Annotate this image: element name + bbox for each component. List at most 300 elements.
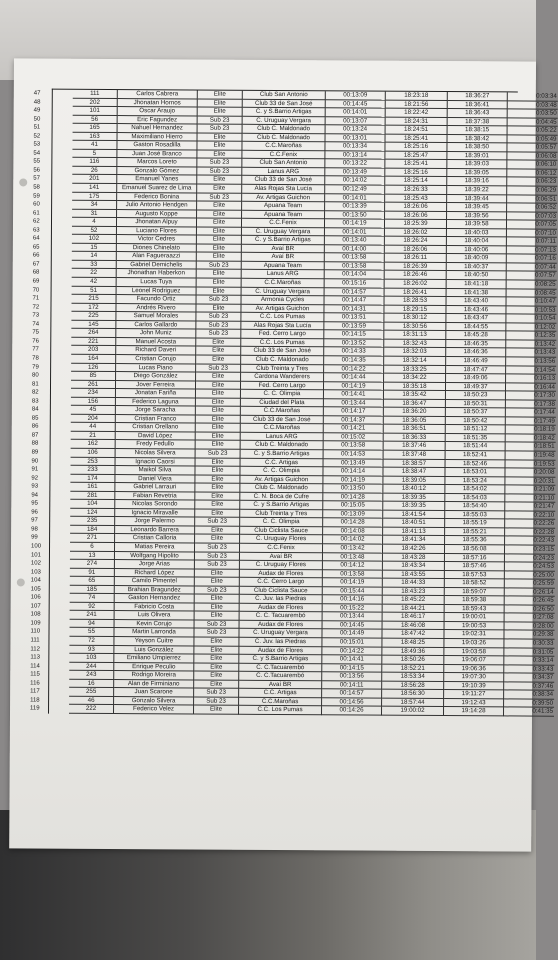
cell-start-time: 18:36:33 bbox=[384, 434, 446, 443]
cell-rider-name: Yeyson Cuitre bbox=[114, 637, 194, 646]
cell-split-time: 00:14:41 bbox=[324, 390, 384, 399]
cell-club: Av. Artigas Guichon bbox=[241, 304, 324, 313]
cell-finish-time: 18:59:43 bbox=[445, 605, 505, 614]
cell-club: Apuana Team bbox=[242, 262, 325, 271]
cell-start-time: 18:30:12 bbox=[384, 314, 446, 323]
cell-finish-time: 18:50:23 bbox=[446, 391, 506, 400]
cell-start-time: 18:57:44 bbox=[382, 698, 444, 707]
cell-club: Audax de Flores bbox=[240, 569, 323, 578]
cell-position: 57 bbox=[33, 175, 40, 183]
cell-time-gap: 0:39:50 bbox=[504, 699, 554, 708]
cell-time-gap: 0:06:08 bbox=[507, 152, 557, 161]
cell-category: Sub 23 bbox=[197, 261, 242, 270]
cell-start-time: 18:42:26 bbox=[383, 545, 445, 554]
cell-time-gap: 0:26:50 bbox=[505, 605, 555, 614]
cell-start-time: 18:56:28 bbox=[382, 681, 444, 690]
cell-category: Elite bbox=[198, 108, 243, 117]
cell-bib-number: 52 bbox=[72, 227, 117, 236]
cell-position: 91 bbox=[31, 466, 39, 473]
cell-rider-name: Cristian Corujo bbox=[116, 355, 196, 364]
cell-position: 65 bbox=[32, 244, 40, 251]
cell-split-time: 00:13:49 bbox=[325, 168, 385, 177]
cell-position: 106 bbox=[30, 594, 41, 601]
cell-position: 67 bbox=[32, 261, 40, 268]
cell-bib-number: 184 bbox=[70, 526, 115, 535]
cell-split-time: 00:15:01 bbox=[322, 638, 382, 647]
cell-bib-number: 203 bbox=[71, 346, 116, 355]
cell-finish-time: 18:51:44 bbox=[446, 442, 506, 451]
cell-start-time: 18:32:03 bbox=[384, 348, 446, 357]
cell-time-gap: 0:08:25 bbox=[507, 280, 557, 289]
cell-time-gap: 0:19:48 bbox=[506, 451, 556, 460]
cell-club: C. C. Olimpia bbox=[240, 518, 323, 527]
cell-time-gap: 0:26:45 bbox=[505, 597, 555, 606]
cell-club: C.C. Los Pumas bbox=[239, 706, 322, 715]
cell-bib-number: 172 bbox=[71, 303, 116, 312]
cell-category: Elite bbox=[196, 441, 241, 450]
cell-club: Apuana Team bbox=[242, 202, 325, 211]
cell-finish-time: 18:40:37 bbox=[447, 263, 507, 272]
cell-finish-time: 18:43:47 bbox=[446, 314, 506, 323]
cell-time-gap: 0:07:13 bbox=[507, 246, 557, 255]
cell-position: 79 bbox=[32, 364, 39, 371]
cell-split-time: 00:13:50 bbox=[323, 484, 383, 493]
cell-bib-number: 244 bbox=[69, 662, 114, 671]
cell-bib-number: 13 bbox=[70, 551, 115, 560]
cell-time-gap: 0:41:35 bbox=[504, 708, 554, 717]
cell-category: Elite bbox=[196, 355, 241, 364]
cell-rider-name: Jhonatan Hornos bbox=[118, 99, 198, 108]
cell-split-time: 00:14:02 bbox=[323, 536, 383, 545]
cell-finish-time: 18:45:28 bbox=[446, 331, 506, 340]
cell-bib-number: 106 bbox=[71, 449, 116, 458]
cell-bib-number: 45 bbox=[71, 406, 116, 415]
cell-position: 85 bbox=[31, 415, 39, 422]
cell-start-time: 18:26:46 bbox=[385, 271, 447, 280]
cell-rider-name: Augusto Koppe bbox=[117, 210, 197, 219]
cell-position: 49 bbox=[33, 107, 41, 114]
cell-start-time: 18:36:51 bbox=[384, 425, 446, 434]
cell-category: Sub 23 bbox=[196, 449, 241, 458]
cell-time-gap: 0:16:44 bbox=[506, 383, 556, 392]
cell-category: Elite bbox=[197, 270, 242, 279]
cell-rider-name: Martin Larronda bbox=[114, 628, 194, 637]
cell-split-time: 00:14:49 bbox=[322, 630, 382, 639]
cell-position: 76 bbox=[32, 338, 39, 345]
cell-position: 59 bbox=[33, 193, 40, 200]
cell-finish-time: 18:49:06 bbox=[446, 374, 506, 383]
cell-rider-name: Alan Fagueraazzi bbox=[117, 252, 197, 261]
cell-rider-name: Fabian Revetria bbox=[115, 492, 195, 501]
cell-split-time: 00:15:02 bbox=[324, 433, 384, 442]
cell-position: 90 bbox=[31, 458, 39, 465]
cell-split-time: 00:14:14 bbox=[323, 467, 383, 476]
cell-category: Elite bbox=[197, 185, 242, 194]
cell-start-time: 18:21:56 bbox=[386, 100, 448, 109]
cell-bib-number: 46 bbox=[69, 697, 114, 706]
cell-bib-number: 241 bbox=[70, 611, 115, 620]
cell-split-time: 00:14:19 bbox=[324, 382, 384, 391]
cell-rider-name: Leonel Rodriguez bbox=[117, 287, 197, 296]
cell-time-gap: 0:04:45 bbox=[508, 118, 558, 127]
cell-time-gap: 0:12:02 bbox=[506, 323, 556, 332]
cell-finish-time: 18:51:12 bbox=[446, 425, 506, 434]
cell-split-time: 00:13:22 bbox=[325, 160, 385, 169]
cell-time-gap: 0:33:43 bbox=[504, 665, 554, 674]
cell-finish-time: 18:36:41 bbox=[448, 101, 508, 110]
cell-category: Elite bbox=[195, 612, 240, 621]
cell-finish-time: 18:38:15 bbox=[448, 126, 508, 135]
cell-position: 75 bbox=[32, 329, 40, 336]
cell-category: Elite bbox=[197, 176, 242, 185]
cell-rider-name: Nicolas Silvera bbox=[116, 449, 196, 458]
cell-category: Elite bbox=[194, 638, 239, 647]
cell-position: 95 bbox=[31, 500, 38, 507]
cell-finish-time: 19:06:36 bbox=[444, 665, 504, 674]
cell-split-time: 00:13:58 bbox=[325, 254, 385, 263]
cell-split-time: 00:13:34 bbox=[325, 143, 385, 152]
cell-bib-number: 164 bbox=[71, 355, 116, 364]
cell-club: C. Uruguay Vergara bbox=[242, 287, 325, 296]
cell-bib-number: 235 bbox=[70, 517, 115, 526]
cell-club: C. C. Olimpia bbox=[240, 467, 323, 476]
cell-finish-time: 18:54:40 bbox=[445, 502, 505, 511]
cell-rider-name: Ignacio Caorsi bbox=[116, 458, 196, 467]
cell-rider-name: Manuel Acosta bbox=[116, 338, 196, 347]
cell-rider-name: Cristian Franco bbox=[116, 415, 196, 424]
cell-time-gap: 0:25:59 bbox=[505, 580, 555, 589]
cell-start-time: 18:34:22 bbox=[384, 374, 446, 383]
cell-club: C.C. Cerro Largo bbox=[240, 578, 323, 587]
cell-position: 64 bbox=[32, 235, 40, 242]
cell-finish-time: 18:40:50 bbox=[447, 272, 507, 281]
cell-finish-time: 19:00:01 bbox=[445, 613, 505, 622]
cell-start-time: 18:26:06 bbox=[385, 203, 447, 212]
cell-category: Elite bbox=[195, 484, 240, 493]
cell-club: C. y S.Barrio Artigas bbox=[239, 655, 322, 664]
cell-time-gap: 0:07:10 bbox=[507, 229, 557, 238]
cell-start-time: 18:25:41 bbox=[385, 160, 447, 169]
cell-bib-number: 101 bbox=[73, 107, 118, 116]
cell-position: 68 bbox=[32, 270, 40, 277]
cell-start-time: 18:32:14 bbox=[384, 357, 446, 366]
cell-rider-name: Gabriel Larrauri bbox=[115, 483, 195, 492]
cell-finish-time: 18:36:27 bbox=[448, 92, 508, 101]
cell-bib-number: 271 bbox=[70, 534, 115, 543]
cell-rider-name: Jorge Saracha bbox=[116, 406, 196, 415]
cell-rider-name: Cristian Calloria bbox=[115, 534, 195, 543]
cell-category: Elite bbox=[194, 655, 239, 664]
cell-time-gap: 0:05:57 bbox=[507, 144, 557, 153]
cell-time-gap: 0:20:31 bbox=[505, 477, 555, 486]
cell-start-time: 18:26:33 bbox=[385, 186, 447, 195]
cell-time-gap: 0:28:00 bbox=[505, 622, 555, 631]
cell-time-gap: 0:33:14 bbox=[504, 657, 554, 666]
cell-split-time: 00:14:16 bbox=[323, 596, 383, 605]
cell-time-gap: 0:08:45 bbox=[507, 289, 557, 298]
cell-rider-name: Enrique Peculio bbox=[114, 663, 194, 672]
cell-start-time: 18:39:05 bbox=[383, 476, 445, 485]
cell-finish-time: 18:36:43 bbox=[448, 109, 508, 118]
cell-start-time: 18:53:34 bbox=[382, 673, 444, 682]
cell-club: Cardona Wanderers bbox=[241, 373, 324, 382]
cell-rider-name: Richard Daveri bbox=[116, 346, 196, 355]
cell-finish-time: 18:55:03 bbox=[445, 511, 505, 520]
cell-time-gap: 0:06:12 bbox=[507, 169, 557, 178]
cell-club: Fed. Cerro Largo bbox=[241, 330, 324, 339]
cell-club: Av. Artigas Guichon bbox=[240, 475, 323, 484]
cell-rider-name: Ignacio Miravalle bbox=[115, 509, 195, 518]
cell-club: Audax de Flores bbox=[240, 604, 323, 613]
cell-position: 111 bbox=[30, 637, 40, 644]
cell-position: 71 bbox=[32, 295, 40, 302]
cell-club: C. C. Tacuarembó bbox=[240, 612, 323, 621]
cell-finish-time: 18:44:55 bbox=[446, 323, 506, 332]
cell-category: Sub 23 bbox=[195, 561, 240, 570]
cell-start-time: 18:25:47 bbox=[385, 152, 447, 161]
cell-category: Sub 23 bbox=[194, 689, 239, 698]
cell-time-gap: 0:06:51 bbox=[507, 195, 557, 204]
cell-finish-time: 18:47:47 bbox=[446, 366, 506, 375]
cell-finish-time: 18:50:42 bbox=[446, 417, 506, 426]
cell-start-time: 18:33:25 bbox=[384, 365, 446, 374]
cell-time-gap: 0:13:42 bbox=[506, 340, 556, 349]
cell-club: C. Uruguay Flores bbox=[240, 535, 323, 544]
cell-start-time: 18:26:02 bbox=[385, 280, 447, 289]
cell-finish-time: 18:39:22 bbox=[447, 186, 507, 195]
cell-position: 70 bbox=[32, 287, 40, 294]
cell-split-time: 00:14:26 bbox=[322, 707, 382, 716]
cell-position: 74 bbox=[32, 321, 40, 328]
results-table bbox=[30, 89, 557, 717]
cell-club: Club C. Maldonado bbox=[240, 484, 323, 493]
cell-time-gap: 0:18:19 bbox=[506, 426, 556, 435]
cell-time-gap: 0:06:10 bbox=[507, 161, 557, 170]
cell-club: Club C. Maldonado bbox=[243, 125, 326, 134]
cell-category: Elite bbox=[197, 287, 242, 296]
cell-time-gap: 0:07:44 bbox=[507, 263, 557, 272]
cell-rider-name: Rodrigo Moreira bbox=[114, 671, 194, 680]
cell-rider-name: Carlos Gallardo bbox=[116, 321, 196, 330]
cell-bib-number: 174 bbox=[70, 474, 115, 483]
cell-bib-number: 14 bbox=[72, 252, 117, 261]
cell-position: 89 bbox=[31, 449, 39, 456]
cell-split-time: 00:14:45 bbox=[326, 100, 386, 109]
cell-finish-time: 18:40:09 bbox=[447, 254, 507, 263]
cell-club: C. N. Boca de Cufre bbox=[240, 492, 323, 501]
cell-bib-number: 253 bbox=[71, 457, 116, 466]
cell-time-gap: 0:14:54 bbox=[506, 366, 556, 375]
cell-split-time: 00:14:45 bbox=[323, 621, 383, 630]
cell-start-time: 18:26:39 bbox=[385, 263, 447, 272]
cell-position: 78 bbox=[32, 355, 39, 362]
cell-start-time: 18:25:16 bbox=[385, 143, 447, 152]
cell-club: Audax de Flores bbox=[240, 621, 323, 630]
cell-category: Elite bbox=[194, 663, 239, 672]
cell-split-time: 00:13:39 bbox=[325, 202, 385, 211]
cell-finish-time: 18:39:16 bbox=[447, 178, 507, 187]
cell-club: C. y S.Barrio Artigas bbox=[240, 501, 323, 510]
cell-club: C.C.Fenix bbox=[242, 219, 325, 228]
cell-rider-name: Luis Olivera bbox=[115, 611, 195, 620]
cell-split-time: 00:14:12 bbox=[323, 561, 383, 570]
cell-rider-name: Richard López bbox=[115, 569, 195, 578]
cell-bib-number: 165 bbox=[73, 124, 118, 133]
cell-finish-time: 19:03:58 bbox=[444, 648, 504, 657]
cell-category: Sub 23 bbox=[195, 620, 240, 629]
cell-club: C. C. Olimpia bbox=[241, 390, 324, 399]
cell-time-gap: 0:22:26 bbox=[505, 520, 555, 529]
cell-category: Elite bbox=[197, 219, 242, 228]
cell-rider-name: Emiliano Umpierrez bbox=[114, 654, 194, 663]
cell-split-time: 00:14:31 bbox=[324, 305, 384, 314]
cell-bib-number: 124 bbox=[70, 509, 115, 518]
cell-club: Avaí BR bbox=[239, 681, 322, 690]
cell-time-gap: 0:23:15 bbox=[505, 545, 555, 554]
cell-split-time: 00:14:04 bbox=[325, 271, 385, 280]
cell-split-time: 00:13:58 bbox=[325, 262, 385, 271]
cell-category: Elite bbox=[196, 458, 241, 467]
cell-category: Elite bbox=[197, 279, 242, 288]
cell-finish-time: 19:12:43 bbox=[444, 699, 504, 708]
cell-position: 102 bbox=[30, 560, 41, 567]
cell-club: C.C.Fenix bbox=[242, 151, 325, 160]
cell-start-time: 18:47:42 bbox=[382, 630, 444, 639]
cell-club: C.C.Maroñas bbox=[241, 424, 324, 433]
cell-bib-number: 56 bbox=[73, 115, 118, 124]
cell-finish-time: 18:58:52 bbox=[445, 579, 505, 588]
cell-time-gap: 0:27:08 bbox=[505, 614, 555, 623]
cell-club: Fed. Cerro Largo bbox=[241, 381, 324, 390]
cell-bib-number: 41 bbox=[72, 141, 117, 150]
cell-position: 93 bbox=[31, 483, 39, 490]
cell-finish-time: 18:54:02 bbox=[445, 485, 505, 494]
cell-split-time: 00:13:59 bbox=[324, 322, 384, 331]
cell-rider-name: Fabricio Costa bbox=[115, 603, 195, 612]
cell-split-time: 00:14:15 bbox=[322, 664, 382, 673]
cell-time-gap: 0:17:44 bbox=[506, 409, 556, 418]
cell-position: 108 bbox=[30, 611, 41, 618]
cell-split-time: 00:15:16 bbox=[325, 279, 385, 288]
cell-time-gap: 0:21:09 bbox=[505, 486, 555, 495]
cell-time-gap: 0:21:10 bbox=[505, 494, 555, 503]
cell-club: C. C.Tacuarembó bbox=[239, 672, 322, 681]
cell-time-gap: 0:22:28 bbox=[505, 528, 555, 537]
cell-rider-name: Samuel Morales bbox=[116, 312, 196, 321]
cell-position: 63 bbox=[32, 227, 40, 234]
cell-time-gap: 0:03:50 bbox=[508, 110, 558, 119]
cell-bib-number: 5 bbox=[72, 150, 117, 159]
cell-time-gap: 0:07:57 bbox=[507, 272, 557, 281]
cell-time-gap: 0:10:54 bbox=[506, 315, 556, 324]
cell-split-time: 00:14:57 bbox=[325, 288, 385, 297]
cell-bib-number: 234 bbox=[71, 389, 116, 398]
cell-category: Elite bbox=[196, 398, 241, 407]
cell-start-time: 18:30:56 bbox=[384, 322, 446, 331]
cell-split-time: 00:14:41 bbox=[322, 655, 382, 664]
cell-time-gap: 0:17:49 bbox=[506, 417, 556, 426]
cell-finish-time: 18:41:18 bbox=[447, 280, 507, 289]
cell-bib-number: 55 bbox=[69, 628, 114, 637]
cell-club: C.C.Maroñas bbox=[242, 142, 325, 151]
cell-category: Sub 23 bbox=[196, 330, 241, 339]
cell-start-time: 18:35:42 bbox=[384, 391, 446, 400]
cell-time-gap: 0:31:05 bbox=[504, 648, 554, 657]
cell-club: Club Ciclista Sauce bbox=[240, 527, 323, 536]
cell-club: C. Juv. las Piedras bbox=[239, 638, 322, 647]
cell-bib-number: 225 bbox=[71, 312, 116, 321]
cell-finish-time: 18:46:35 bbox=[446, 340, 506, 349]
cell-split-time: 00:14:37 bbox=[324, 416, 384, 425]
cell-bib-number: 21 bbox=[71, 432, 116, 441]
cell-position: 60 bbox=[33, 201, 40, 208]
cell-position: 107 bbox=[30, 603, 41, 610]
cell-club: C.C. Artigas bbox=[241, 458, 324, 467]
cell-rider-name: Federico Velez bbox=[114, 705, 194, 714]
cell-start-time: 18:46:08 bbox=[383, 622, 445, 631]
cell-club: C. Uruguay Vergara bbox=[239, 629, 322, 638]
cell-start-time: 18:26:11 bbox=[385, 254, 447, 263]
cell-time-gap: 0:07:16 bbox=[507, 255, 557, 264]
cell-category: Elite bbox=[194, 646, 239, 655]
cell-category: Sub 23 bbox=[197, 193, 242, 202]
cell-category: Elite bbox=[195, 595, 240, 604]
cell-split-time: 00:14:53 bbox=[324, 450, 384, 459]
cell-position: 98 bbox=[31, 526, 38, 533]
cell-category: Elite bbox=[195, 501, 240, 510]
cell-category: Sub 23 bbox=[195, 552, 240, 561]
cell-split-time: 00:15:22 bbox=[323, 604, 383, 613]
cell-category: Elite bbox=[196, 373, 241, 382]
cell-position: 104 bbox=[30, 577, 41, 584]
cell-bib-number: 33 bbox=[72, 261, 117, 270]
cell-start-time: 18:36:47 bbox=[384, 399, 446, 408]
cell-bib-number: 104 bbox=[70, 500, 115, 509]
cell-rider-name: Jhonatan Alpuy bbox=[117, 218, 197, 227]
cell-time-gap: 0:22:10 bbox=[505, 511, 555, 520]
cell-position: 69 bbox=[32, 278, 40, 285]
cell-start-time: 18:49:36 bbox=[382, 647, 444, 656]
cell-time-gap: 0:22:43 bbox=[505, 537, 555, 546]
cell-time-gap: 0:20:08 bbox=[505, 468, 555, 477]
cell-position: 61 bbox=[33, 210, 40, 217]
cell-start-time: 18:32:43 bbox=[384, 340, 446, 349]
cell-bib-number: 261 bbox=[71, 380, 116, 389]
cell-club: Apuana Team bbox=[242, 210, 325, 219]
cell-time-gap: 0:13:56 bbox=[506, 357, 556, 366]
cell-time-gap: 0:07:11 bbox=[507, 238, 557, 247]
cell-category: Sub 23 bbox=[195, 586, 240, 595]
cell-split-time: 00:14:28 bbox=[323, 519, 383, 528]
cell-position: 103 bbox=[30, 569, 41, 576]
cell-rider-name: Brahian Bragundez bbox=[115, 586, 195, 595]
cell-category: Elite bbox=[194, 706, 239, 715]
cell-start-time: 18:43:55 bbox=[383, 570, 445, 579]
cell-bib-number: 116 bbox=[72, 158, 117, 167]
cell-split-time: 00:14:01 bbox=[326, 108, 386, 117]
cell-club: Club Treinta y Tres bbox=[241, 364, 324, 373]
cell-club: C. y S.Barrio Artigas bbox=[242, 236, 325, 245]
cell-time-gap: 0:06:29 bbox=[507, 186, 557, 195]
cell-finish-time: 18:43:46 bbox=[446, 306, 506, 315]
cell-position: 53 bbox=[33, 141, 41, 148]
cell-category: Sub 23 bbox=[197, 296, 242, 305]
cell-rider-name: John Muniz bbox=[116, 329, 196, 338]
cell-category: Elite bbox=[197, 142, 242, 151]
cell-finish-time: 18:59:38 bbox=[445, 596, 505, 605]
cell-bib-number: 215 bbox=[72, 295, 117, 304]
cell-rider-name: Luciano Flores bbox=[117, 227, 197, 236]
